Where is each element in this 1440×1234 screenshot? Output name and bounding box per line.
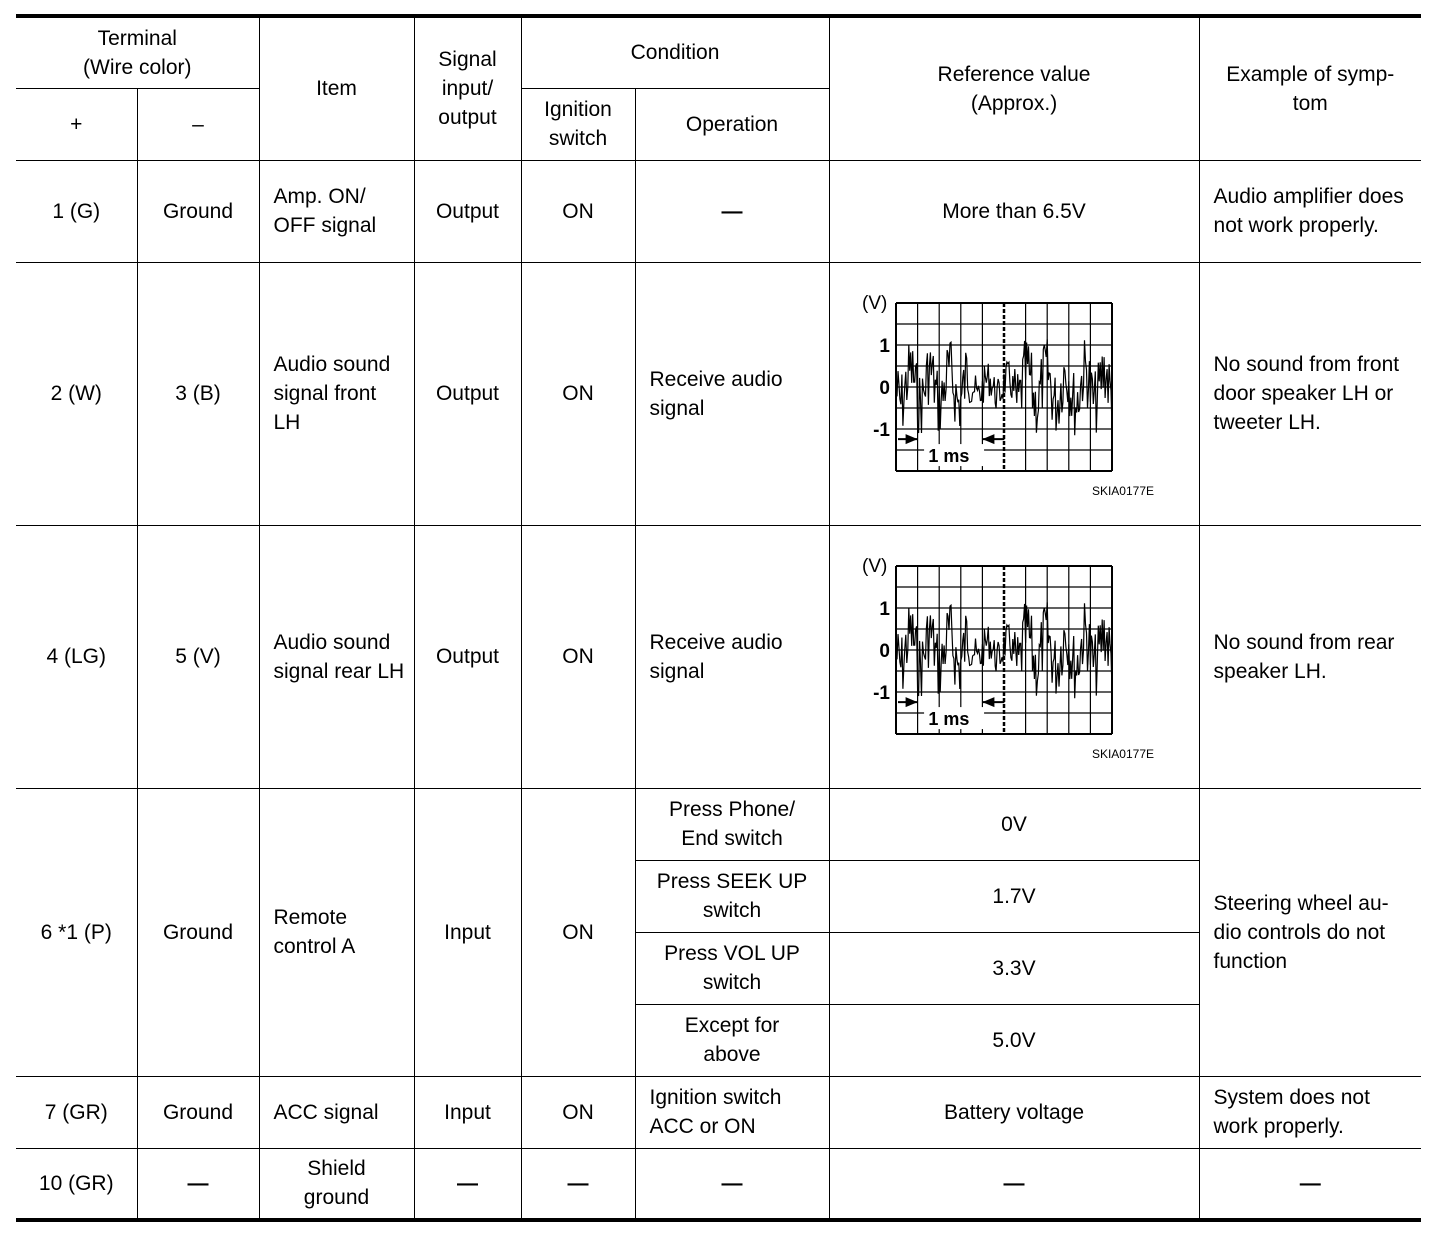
reference-cell: More than 6.5V	[829, 160, 1199, 262]
operation-cell: Except for above	[635, 1004, 829, 1076]
y-tick-label: 1	[879, 598, 891, 620]
ignition-cell: ON	[521, 1076, 635, 1148]
item-cell: Audio sound signal rear LH	[259, 525, 414, 788]
header-condition: Condition	[521, 16, 829, 88]
y-tick-label: 0	[879, 377, 891, 399]
header-symptom: Example of symp- tom	[1199, 16, 1421, 160]
table-row	[16, 525, 1421, 788]
item-cell: Audio sound signal front LH	[259, 262, 414, 525]
table-row	[16, 1076, 1421, 1148]
y-tick-label: 0	[879, 640, 891, 662]
operation-cell: —	[635, 1148, 829, 1220]
signal-cell: Output	[414, 262, 521, 525]
y-tick-label: -1	[873, 419, 891, 441]
unit-label: (V)	[862, 292, 888, 314]
y-tick-label: -1	[873, 682, 891, 704]
header-signal: Signal input/ output	[414, 16, 521, 160]
item-cell: Amp. ON/ OFF signal	[259, 160, 414, 262]
audio-waveform-figure	[854, 289, 1174, 499]
signal-cell: Output	[414, 525, 521, 788]
terminal-plus: 6 *1 (P)	[16, 788, 137, 1076]
reference-waveform-cell	[829, 262, 1199, 525]
arrow-right-icon	[906, 697, 918, 707]
header-plus: +	[16, 88, 137, 160]
table-row	[16, 1148, 1421, 1220]
operation-cell: Receive audio signal	[635, 262, 829, 525]
y-tick-label: 1	[879, 335, 891, 357]
ignition-cell: —	[521, 1148, 635, 1220]
header-operation: Operation	[635, 88, 829, 160]
signal-cell: Input	[414, 1076, 521, 1148]
terminal-minus: 3 (B)	[137, 262, 259, 525]
table-row	[16, 160, 1421, 262]
operation-cell: Press VOL UP switch	[635, 932, 829, 1004]
symptom-cell: Steering wheel au- dio controls do not function	[1199, 788, 1421, 1076]
arrow-left-icon	[982, 434, 994, 444]
terminal-minus: —	[137, 1148, 259, 1220]
table-row	[16, 262, 1421, 525]
terminal-plus: 1 (G)	[16, 160, 137, 262]
operation-cell: —	[635, 160, 829, 262]
ignition-cell: ON	[521, 525, 635, 788]
terminal-minus: Ground	[137, 788, 259, 1076]
operation-cell: Press SEEK UP switch	[635, 860, 829, 932]
terminal-plus: 10 (GR)	[16, 1148, 137, 1220]
ignition-cell: ON	[521, 262, 635, 525]
item-cell: Shield ground	[259, 1148, 414, 1220]
terminal-plus: 4 (LG)	[16, 525, 137, 788]
ignition-cell: ON	[521, 160, 635, 262]
symptom-cell: —	[1199, 1148, 1421, 1220]
terminal-minus: 5 (V)	[137, 525, 259, 788]
figure-code: SKIA0177E	[1091, 746, 1155, 761]
arrow-right-icon	[906, 434, 918, 444]
terminal-minus: Ground	[137, 1076, 259, 1148]
header-terminal: Terminal (Wire color)	[16, 16, 259, 88]
reference-cell: 1.7V	[829, 860, 1199, 932]
symptom-cell: No sound from rear speaker LH.	[1199, 525, 1421, 788]
symptom-cell: System does not work properly.	[1199, 1076, 1421, 1148]
terminal-plus: 2 (W)	[16, 262, 137, 525]
terminal-plus: 7 (GR)	[16, 1076, 137, 1148]
figure-code: SKIA0177E	[1091, 483, 1155, 498]
operation-cell: Press Phone/ End switch	[635, 788, 829, 860]
audio-waveform-figure	[854, 552, 1174, 762]
reference-cell: 0V	[829, 788, 1199, 860]
signal-cell: —	[414, 1148, 521, 1220]
ignition-cell: ON	[521, 788, 635, 1076]
reference-waveform-cell	[829, 525, 1199, 788]
operation-cell: Receive audio signal	[635, 525, 829, 788]
reference-cell: 3.3V	[829, 932, 1199, 1004]
time-scale-label: 1 ms	[928, 708, 970, 729]
item-cell: Remote control A	[259, 788, 414, 1076]
operation-cell: Ignition switch ACC or ON	[635, 1076, 829, 1148]
unit-label: (V)	[862, 555, 888, 577]
symptom-cell: No sound from front door speaker LH or tweeter LH.	[1199, 262, 1421, 525]
signal-cell: Input	[414, 788, 521, 1076]
table-row	[16, 788, 1421, 860]
header-item: Item	[259, 16, 414, 160]
header-ignition: Ignition switch	[521, 88, 635, 160]
time-scale-label: 1 ms	[928, 445, 970, 466]
reference-cell: 5.0V	[829, 1004, 1199, 1076]
terminal-spec-table	[16, 14, 1421, 1222]
reference-cell: —	[829, 1148, 1199, 1220]
item-cell: ACC signal	[259, 1076, 414, 1148]
signal-cell: Output	[414, 160, 521, 262]
arrow-left-icon	[982, 697, 994, 707]
terminal-minus: Ground	[137, 160, 259, 262]
symptom-cell: Audio amplifier does not work properly.	[1199, 160, 1421, 262]
header-minus: –	[137, 88, 259, 160]
header-reference: Reference value (Approx.)	[829, 16, 1199, 160]
reference-cell: Battery voltage	[829, 1076, 1199, 1148]
